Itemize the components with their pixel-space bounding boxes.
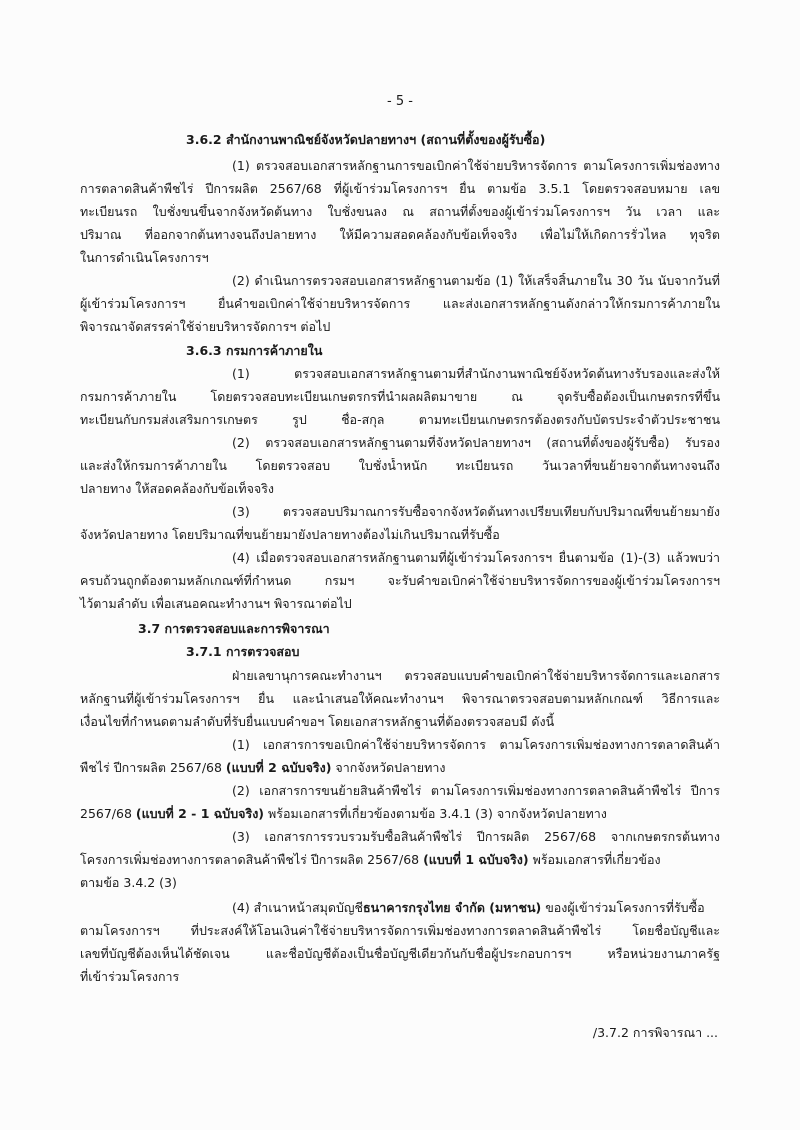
section-heading-3-6-3: 3.6.3 กรมการค้าภายใน — [186, 343, 323, 358]
paragraph-line: ทะเบียนกับกรมส่งเสริมการเกษตร รูป ชื่อ-สกุล ตามทะเบียนเกษตรกรต้องตรงกับบัตรประจำตัวประชาชน — [80, 412, 720, 427]
paragraph-line: และส่งให้กรมการค้าภายใน โดยตรวจสอบ ใบชั่งน้ำหนัก ทะเบียนรถ วันเวลาที่ขนย้ายจากต้นทางจนถึง — [80, 458, 720, 473]
list-item-line: ตามโครงการฯ ที่ประสงค์ให้โอนเงินค่าใช้จ่ายบริหารจัดการเพิ่มช่องทางการตลาดสินค้าพืชไร่ โดยชื่อบัญชีและ — [80, 923, 720, 938]
paragraph-line: เงื่อนไขที่กำหนดตามลำดับที่รับยื่นแบบคำขอฯ โดยเอกสารหลักฐานที่ต้องตรวจสอบมี ดังนี้ — [80, 714, 555, 729]
paragraph-line: (4) เมื่อตรวจสอบเอกสารหลักฐานตามที่ผู้เข้าร่วมโครงการฯ ยื่นตามข้อ (1)-(3) แล้วพบว่า — [232, 550, 720, 565]
paragraph-line: ครบถ้วนถูกต้องตามหลักเกณฑ์ที่กำหนด กรมฯ จะรับคำขอเบิกค่าใช้จ่ายบริหารจัดการของผู้เข้าร่วมโครงการฯ — [80, 573, 720, 588]
paragraph-line: ทะเบียนรถ ใบชั่งขนขึ้นจากจังหวัดต้นทาง ใบชั่งขนลง ณ สถานที่ตั้งของผู้เข้าร่วมโครงการฯ วัน เวลา และ — [80, 204, 720, 219]
section-heading-3-7: 3.7 การตรวจสอบและการพิจารณา — [138, 621, 330, 636]
list-item-line: (1) เอกสารการขอเบิกค่าใช้จ่ายบริหารจัดการ ตามโครงการเพิ่มช่องทางการตลาดสินค้า — [232, 737, 720, 752]
list-item-line: (2) เอกสารการขนย้ายสินค้าพืชไร่ ตามโครงการเพิ่มช่องทางการตลาดสินค้าพืชไร่ ปีการ — [232, 783, 720, 798]
form-reference: (แบบที่ 2 ฉบับจริง) — [225, 760, 332, 775]
section-heading-3-7-1: 3.7.1 การตรวจสอบ — [186, 644, 300, 659]
form-reference: (แบบที่ 2 - 1 ฉบับจริง) — [135, 806, 265, 821]
paragraph-line: ผู้เข้าร่วมโครงการฯ ยื่นคำขอเบิกค่าใช้จ่ายบริหารจัดการ และส่งเอกสารหลักฐานดังกล่าวให้กรมการค้าภายใน — [80, 296, 720, 311]
bank-name: ธนาคารกรุงไทย จำกัด (มหาชน) — [363, 900, 542, 915]
text-span: พืชไร่ ปีการผลิต 2567/68 — [80, 760, 226, 775]
paragraph-line: หลักฐานที่ผู้เข้าร่วมโครงการฯ ยื่น และนำเสนอให้คณะทำงานฯ พิจารณาตรวจสอบตามหลักเกณฑ์ วิธีการและ — [80, 691, 720, 706]
paragraph-line: (1) ตรวจสอบเอกสารหลักฐานตามที่สำนักงานพาณิชย์จังหวัดต้นทางรับรองและส่งให้ — [232, 366, 720, 381]
text-span: (4) สำเนาหน้าสมุดบัญชี — [232, 900, 364, 915]
list-item-line — [80, 806, 607, 822]
paragraph-line: ปลายทาง ให้สอดคล้องกับข้อเท็จจริง — [80, 481, 275, 496]
form-reference: (แบบที่ 1 ฉบับจริง) — [423, 852, 529, 867]
paragraph-line: การตลาดสินค้าพืชไร่ ปีการผลิต 2567/68 ที่ผู้เข้าร่วมโครงการฯ ยื่น ตามข้อ 3.5.1 โดยตรวจสอบหมาย เลข — [80, 181, 720, 196]
text-span: โครงการเพิ่มช่องทางการตลาดสินค้าพืชไร่ ปีการผลิต 2567/68 — [80, 852, 424, 867]
text-span: ของผู้เข้าร่วมโครงการที่รับซื้อ — [541, 900, 705, 915]
list-item-line — [232, 900, 705, 916]
text-span: 2567/68 — [80, 806, 136, 821]
paragraph-line: จังหวัดปลายทาง โดยปริมาณที่ขนย้ายมายังปลายทางต้องไม่เกินปริมาณที่รับซื้อ — [80, 527, 500, 542]
paragraph-line: ฝ่ายเลขานุการคณะทำงานฯ ตรวจสอบแบบคำขอเบิกค่าใช้จ่ายบริหารจัดการและเอกสาร — [232, 668, 720, 683]
section-heading-3-6-2: 3.6.2 สำนักงานพาณิชย์จังหวัดปลายทางฯ (สถานที่ตั้งของผู้รับซื้อ) — [186, 132, 546, 147]
list-item-line: (3) เอกสารการรวบรวมรับซื้อสินค้าพืชไร่ ปีการผลิต 2567/68 จากเกษตรกรต้นทาง — [232, 829, 720, 844]
paragraph-line: กรมการค้าภายใน โดยตรวจสอบทะเบียนเกษตรกรที่นำผลผลิตมาขาย ณ จุดรับซื้อต้องเป็นเกษตรกรที่ขึ้น — [80, 389, 720, 404]
paragraph-line: (2) ดำเนินการตรวจสอบเอกสารหลักฐานตามข้อ (1) ให้เสร็จสิ้นภายใน 30 วัน นับจากวันที่ — [232, 273, 720, 288]
paragraph-line: ไว้ตามลำดับ เพื่อเสนอคณะทำงานฯ พิจารณาต่อไป — [80, 596, 352, 611]
next-page-reference: /3.7.2 การพิจารณา ... — [592, 1025, 718, 1040]
text-span: จากจังหวัดปลายทาง — [331, 760, 446, 775]
list-item-line — [80, 852, 661, 868]
page-number: - 5 - — [387, 94, 413, 109]
text-span: พร้อมเอกสารที่เกี่ยวข้อง — [528, 852, 661, 867]
paragraph-line: ในการดำเนินโครงการฯ — [80, 250, 209, 265]
paragraph-line: (3) ตรวจสอบปริมาณการรับซื้อจากจังหวัดต้นทางเปรียบเทียบกับปริมาณที่ขนย้ายมายัง — [232, 504, 720, 519]
paragraph-line: ปริมาณ ที่ออกจากต้นทางจนถึงปลายทาง ให้มีความสอดคล้องกับข้อเท็จจริง เพื่อไม่ให้เกิดการรั่วไหล ทุจริต — [80, 227, 720, 242]
list-item-line — [80, 760, 445, 776]
paragraph-line: พิจารณาจัดสรรค่าใช้จ่ายบริหารจัดการฯ ต่อไป — [80, 319, 331, 334]
list-item-line: เลขที่บัญชีต้องเห็นได้ชัดเจน และชื่อบัญชีต้องเป็นชื่อบัญชีเดียวกันกับชื่อผู้ประกอบการฯ หรือหน่วยงานภาครัฐ — [80, 946, 720, 961]
list-item-line: ตามข้อ 3.4.2 (3) — [80, 875, 177, 890]
paragraph-line: (2) ตรวจสอบเอกสารหลักฐานตามที่จังหวัดปลายทางฯ (สถานที่ตั้งของผู้รับซื้อ) รับรอง — [232, 435, 720, 450]
paragraph-line: (1) ตรวจสอบเอกสารหลักฐานการขอเบิกค่าใช้จ่ายบริหารจัดการ ตามโครงการเพิ่มช่องทาง — [232, 158, 720, 173]
text-span: พร้อมเอกสารที่เกี่ยวข้องตามข้อ 3.4.1 (3) จากจังหวัดปลายทาง — [264, 806, 607, 821]
list-item-line: ที่เข้าร่วมโครงการ — [80, 969, 180, 984]
